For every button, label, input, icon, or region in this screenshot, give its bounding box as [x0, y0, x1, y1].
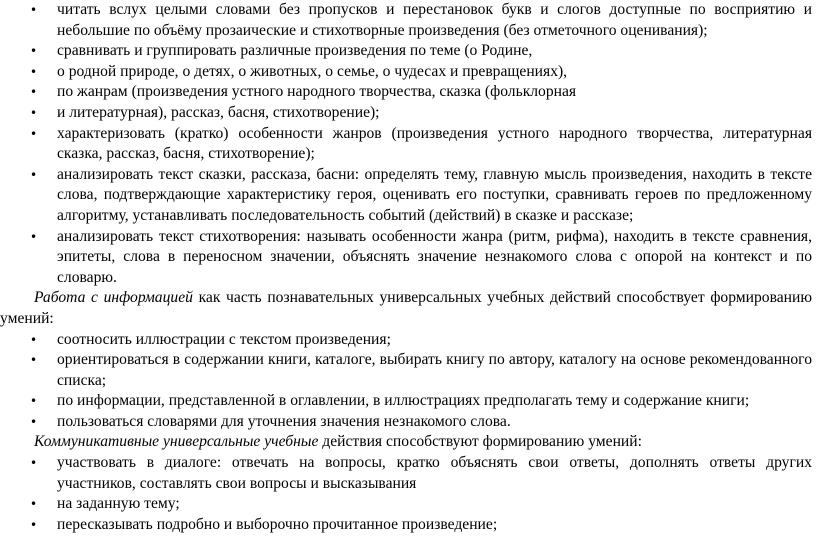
- list-item: • на заданную тему;: [0, 494, 812, 515]
- list-item: • анализировать текст сказки, рассказа, басни: определять тему, главную мысль произведения, находить в тексте слова, подтверждающие характеристику героя, оценивать его поступки, сравнивать героев по предложенному алгоритму, устанавливать последовательность событий (действий) в сказке и рассказе;: [0, 165, 812, 227]
- list-item: • сравнивать и группировать различные произведения по теме (о Родине,: [0, 41, 812, 62]
- bullet-list-information-skills: [0, 330, 812, 433]
- list-item: • анализировать текст стихотворения: называть особенности жанра (ритм, рифма), находить в тексте сравнения, эпитеты, слова в переносном значении, объяснять значение незнакомого слова с опорой на контекст и по словарю.: [0, 227, 812, 289]
- list-item: • по жанрам (произведения устного народного творчества, сказка (фольклорная: [0, 82, 812, 103]
- list-item: • читать вслух целыми словами без пропусков и перестановок букв и слогов доступные по восприятию и небольшие по объёму прозаические и стихотворные произведения (без отметочного оценивания);: [0, 0, 812, 41]
- list-item: • и литературная), рассказ, басня, стихотворение);: [0, 103, 812, 124]
- list-item: • пользоваться словарями для уточнения значения незнакомого слова.: [0, 412, 812, 433]
- list-item: • соотносить иллюстрации с текстом произведения;: [0, 330, 812, 351]
- list-item: • пересказывать подробно и выборочно прочитанное произведение;: [0, 515, 812, 536]
- list-item: • ориентироваться в содержании книги, каталоге, выбирать книгу по автору, каталогу на основе рекомендованного списка;: [0, 350, 812, 391]
- list-item: • по информации, представленной в оглавлении, в иллюстрациях предполагать тему и содержание книги;: [0, 391, 812, 412]
- italic-term: Коммуникативные универсальные учебные: [34, 433, 319, 451]
- paragraph-communicative-actions: [0, 432, 812, 453]
- list-item: • участвовать в диалоге: отвечать на вопросы, кратко объяснять свои ответы, дополнять ответы других участников, составлять свои вопросы и высказывания: [0, 453, 812, 494]
- italic-term: Работа с информацией: [34, 289, 193, 307]
- list-item: • о родной природе, о детях, о животных, о семье, о чудесах и превращениях),: [0, 62, 812, 83]
- list-item: • характеризовать (кратко) особенности жанров (произведения устного народного творчества, литературная сказка, рассказ, басня, стихотворение);: [0, 124, 812, 165]
- paragraph-information-work: [0, 288, 812, 329]
- bullet-list-communicative-skills: [0, 453, 812, 535]
- paragraph-text: действия способствуют формированию умений:: [318, 433, 642, 451]
- paragraph-text: как часть познавательных универсальных учебных действий способствует формированию умений:: [0, 289, 813, 327]
